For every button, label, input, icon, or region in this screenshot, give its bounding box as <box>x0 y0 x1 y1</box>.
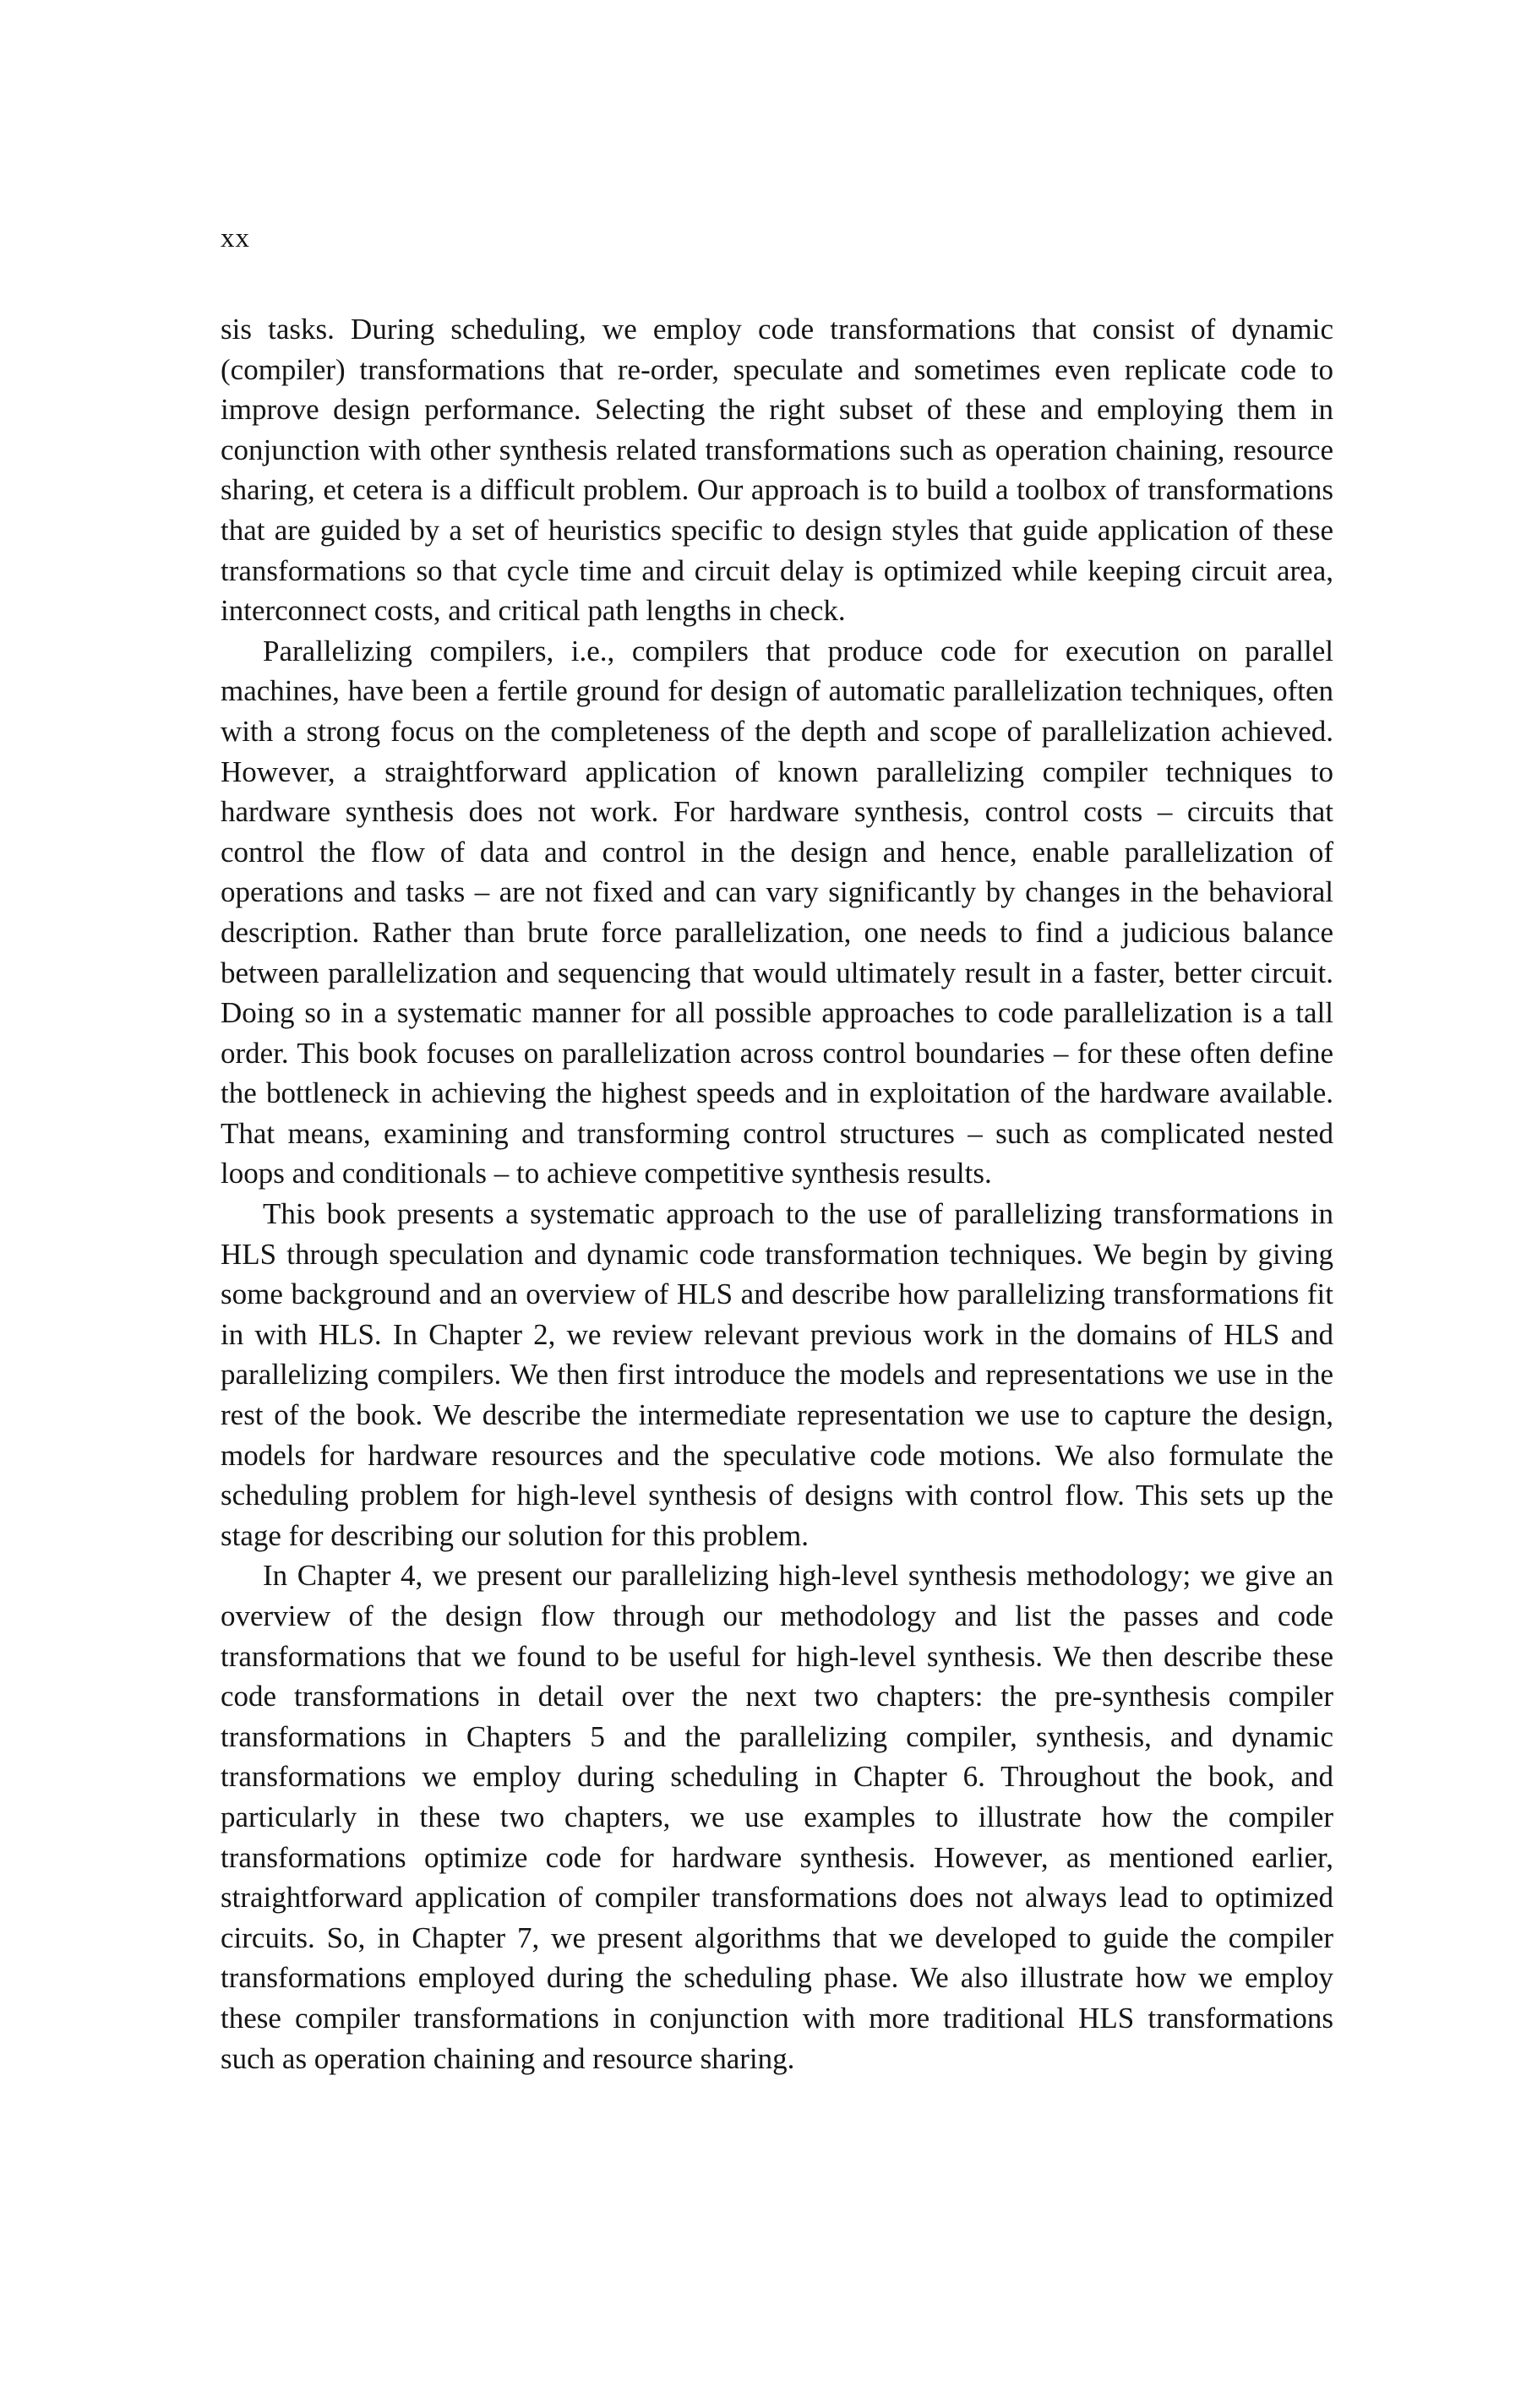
paragraph-3: This book presents a systematic approach to the use of parallelizing transformations in HLS through speculation and dynamic code transformation techniques. We begin by giving some background and an overview of HLS and describe how parallelizing transformations fit in with HLS. In Chapter 2, we review relevant previous work in the domains of HLS and parallelizing compilers. We then first introduce the models and representations we use in the rest of the book. We describe the intermediate representation we use to capture the design, models for hardware resources and the speculative code motions. We also formulate the scheduling problem for high-level synthesis of designs with control flow. This sets up the stage for describing our solution for this problem. <box>221 1197 1333 1552</box>
paragraph-1: sis tasks. During scheduling, we employ code transformations that consist of dynamic (compiler) transformations that re-order, speculate and sometimes even replicate code to improve design performance. Selecting the right subset of these and employing them in conjunction with other synthesis related transformations such as operation chaining, resource sharing, et cetera is a difficult problem. Our approach is to build a toolbox of transformations that are guided by a set of heuristics specific to design styles that guide application of these transformations so that cycle time and circuit delay is optimized while keeping circuit area, interconnect costs, and critical path lengths in check. <box>221 313 1333 628</box>
paragraph-4: In Chapter 4, we present our parallelizing high-level synthesis methodology; we give an overview of the design flow through our methodology and list the passes and code transformations that we found to be useful for high-level synthesis. We then describe these code transformations in detail over the next two chapters: the pre-synthesis compiler transformations in Chapters 5 and the parallelizing compiler, synthesis, and dynamic transformations we employ during scheduling in Chapter 6. Throughout the book, and particularly in these two chapters, we use examples to illustrate how the compiler transformations optimize code for hardware synthesis. However, as mentioned earlier, straightforward application of compiler transformations does not always lead to optimized circuits. So, in Chapter 7, we present algorithms that we developed to guide the compiler transformations employed during the scheduling phase. We also illustrate how we employ these compiler transformations in conjunction with more traditional HLS transformations such as operation chaining and resource sharing. <box>221 1559 1333 2075</box>
page-number: xx <box>221 223 250 253</box>
paragraph-2: Parallelizing compilers, i.e., compilers that produce code for execution on parallel machines, have been a fertile ground for design of automatic parallelization techniques, often with a strong focus on the completeness of the depth and scope of parallelization achieved. However, a straightforward application of known parallelizing compiler techniques to hardware synthesis does not work. For hardware synthesis, control costs – circuits that control the flow of data and control in the design and hence, enable parallelization of operations and tasks – are not fixed and can vary significantly by changes in the behavioral description. Rather than brute force parallelization, one needs to find a judicious balance between parallelization and sequencing that would ultimately result in a faster, better circuit. Doing so in a systematic manner for all possible approaches to code parallelization is a tall order. This book focuses on parallelization across control boundaries – for these often define the bottleneck in achieving the highest speeds and in exploitation of the hardware available. That means, examining and transforming control structures – such as complicated nested loops and conditionals – to achieve competitive synthesis results. <box>221 634 1333 1190</box>
body-text <box>221 309 1333 2078</box>
